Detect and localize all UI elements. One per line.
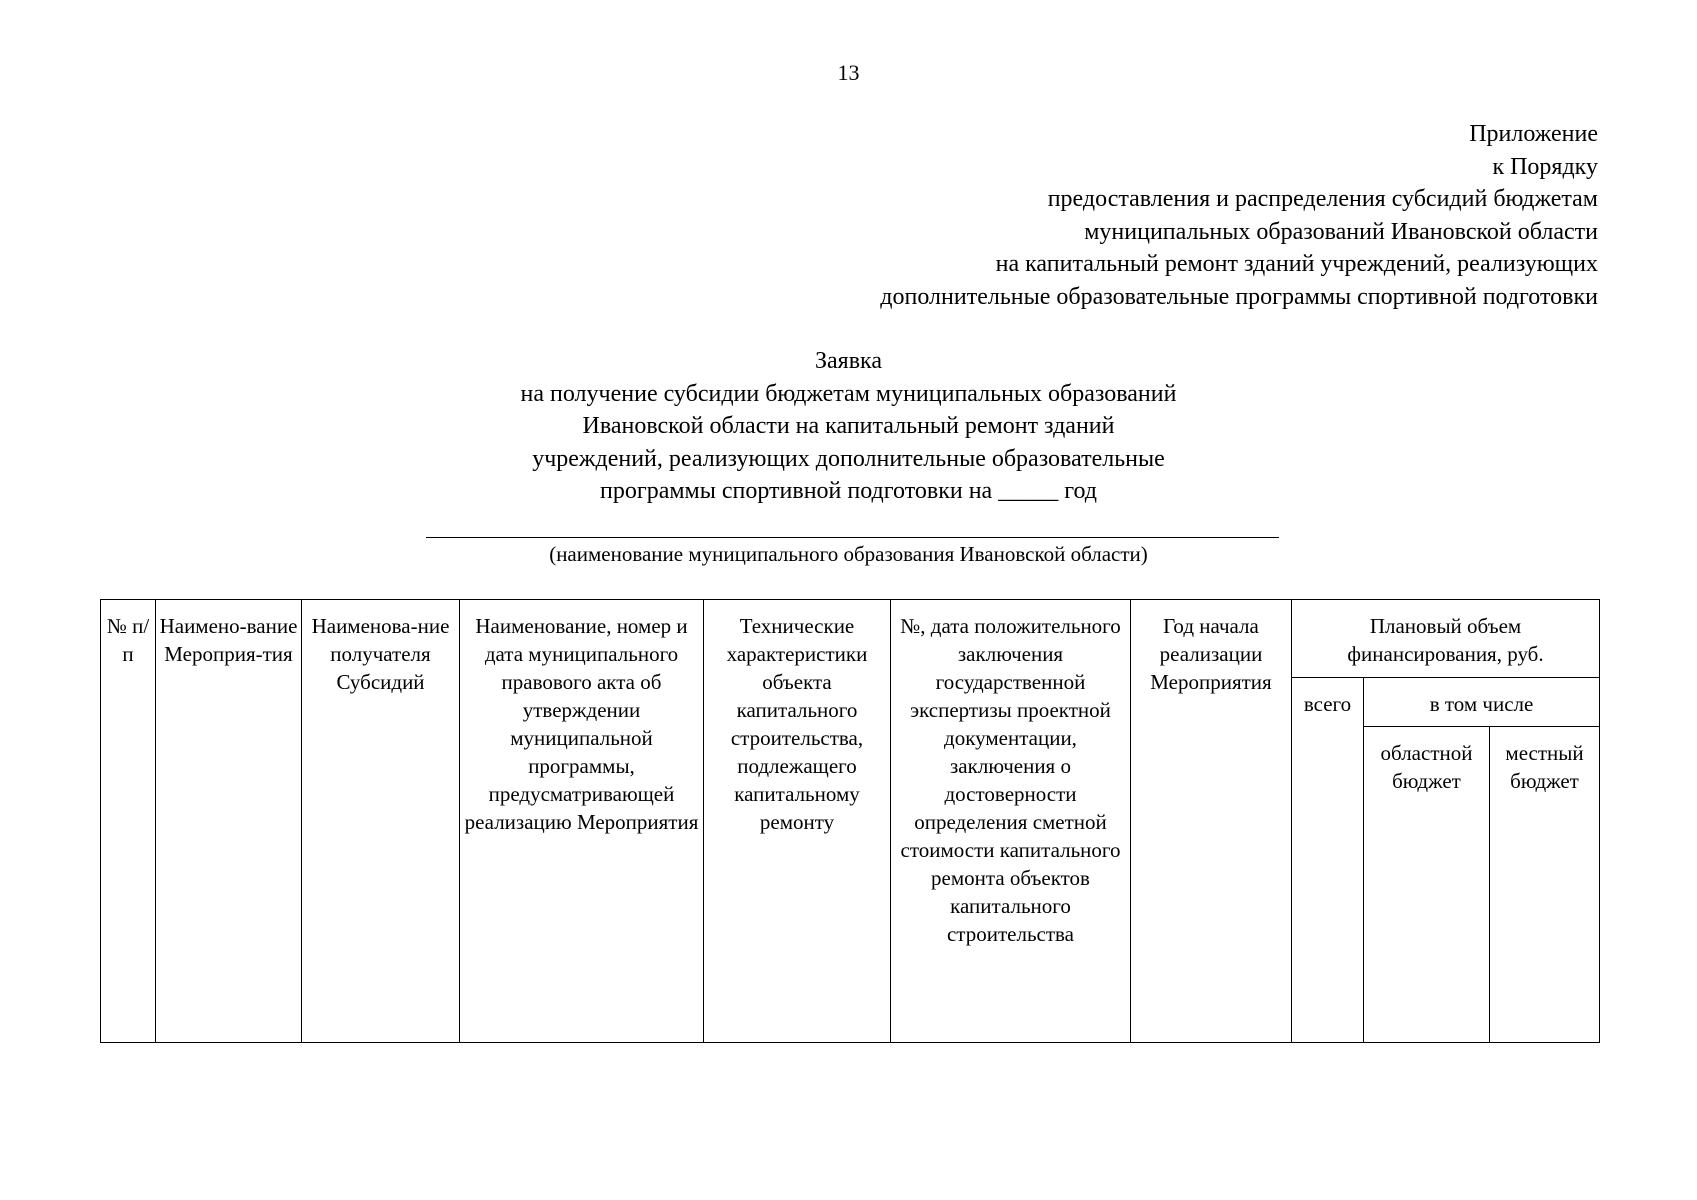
header-start-year: Год начала реализации Мероприятия: [1131, 600, 1292, 1043]
header-event-name: Наимено-вание Мероприя-тия: [156, 600, 302, 1043]
header-expertise: №, дата положительного заключения государственной экспертизы проектной документации, заключения о достоверности определения сметной стоимости капитального ремонта объектов капитального строительства: [891, 600, 1131, 1043]
request-title: Заявка: [815, 348, 882, 374]
header-recipient: Наименова-ние получателя Субсидий: [302, 600, 460, 1043]
header-legal-act: Наименование, номер и дата муниципального правового акта об утверждении муниципальной программы, предусматривающей реализацию Мероприятия: [460, 600, 704, 1043]
header-tech-specs: Технические характеристики объекта капитального строительства, подлежащего капитальному ремонту: [704, 600, 891, 1043]
header-regional-budget: областной бюджет: [1364, 727, 1490, 1043]
appendix-line: на капитальный ремонт зданий учреждений, реализующих: [995, 251, 1598, 277]
request-title-block: [0, 345, 1697, 508]
header-including: в том числе: [1364, 678, 1600, 727]
request-line: программы спортивной подготовки на _____ год: [600, 478, 1097, 504]
appendix-line: к Порядку: [1492, 153, 1598, 180]
header-num: № п/п: [101, 600, 156, 1043]
appendix-header: [880, 118, 1598, 313]
request-line: Ивановской области на капитальный ремонт зданий: [582, 413, 1115, 439]
request-line: на получение субсидии бюджетам муниципальных образований: [520, 380, 1177, 407]
header-total: всего: [1292, 678, 1364, 1043]
appendix-line: Приложение: [1469, 121, 1598, 147]
municipality-blank-line: [426, 537, 1279, 538]
header-planned-funding: Плановый объем финансирования, руб.: [1292, 600, 1600, 678]
municipality-caption: (наименование муниципального образования Ивановской области): [549, 542, 1148, 566]
request-line: учреждений, реализующих дополнительные образовательные: [532, 445, 1165, 472]
header-local-budget: местный бюджет: [1490, 727, 1600, 1043]
appendix-line: дополнительные образовательные программы спортивной подготовки: [880, 283, 1598, 310]
appendix-line: муниципальных образований Ивановской области: [1084, 218, 1598, 245]
appendix-line: предоставления и распределения субсидий бюджетам: [1047, 186, 1598, 212]
page-number: 13: [837, 60, 860, 85]
application-table: [100, 599, 1600, 1043]
